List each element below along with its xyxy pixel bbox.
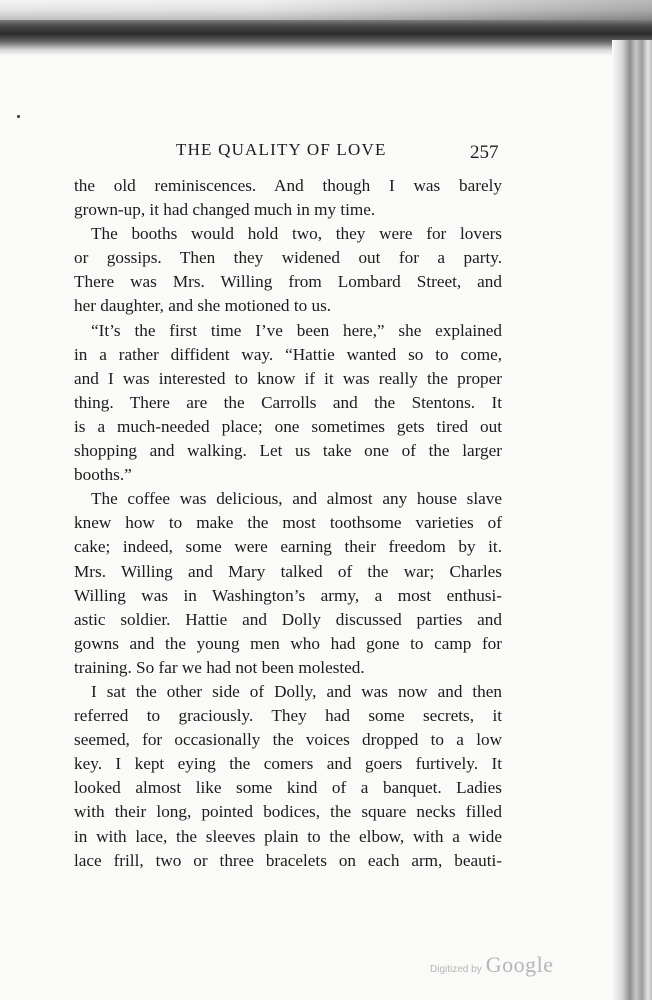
- digitized-by-watermark: [430, 952, 553, 978]
- text-line: cake; indeed, some were earning their freedom by it.: [74, 537, 502, 557]
- text-line: her daughter, and she motioned to us.: [74, 296, 332, 316]
- text-line: is a much-needed place; one sometimes gets tired out: [74, 416, 502, 436]
- text-line: Mrs. Willing and Mary talked of the war; Charles: [74, 561, 502, 581]
- page-number: 257: [470, 142, 499, 163]
- text-line: training. So far we had not been molested.: [74, 657, 365, 677]
- text-line: lace frill, two or three bracelets on each arm, beauti-: [74, 850, 502, 870]
- text-line: referred to graciously. They had some secrets, it: [74, 706, 502, 726]
- text-line: the old reminiscences. And though I was barely: [74, 176, 502, 195]
- text-line: or gossips. Then they widened out for a party.: [74, 248, 502, 268]
- text-line: astic soldier. Hattie and Dolly discussed parties and: [74, 609, 502, 629]
- text-line: “It’s the first time I’ve been here,” she explained: [91, 320, 502, 340]
- text-line: knew how to make the most toothsome varieties of: [74, 513, 502, 533]
- google-brand: Google: [485, 952, 554, 977]
- text-line: booths.”: [74, 465, 132, 485]
- text-line: I sat the other side of Dolly, and was now and then: [91, 681, 502, 701]
- scan-speck: [17, 115, 20, 118]
- text-line: key. I kept eying the comers and goers furtively. It: [74, 754, 502, 774]
- text-line: and I was interested to know if it was really the proper: [74, 368, 502, 388]
- text-line: Willing was in Washington’s army, a most enthusi-: [74, 585, 502, 605]
- text-line: with their long, pointed bodices, the square necks filled: [74, 802, 502, 822]
- scan-top-edge: [0, 0, 652, 56]
- text-line: The booths would hold two, they were for lovers: [91, 224, 502, 244]
- digitized-label: Digitized by: [430, 964, 482, 975]
- text-line: grown-up, it had changed much in my time.: [74, 200, 376, 220]
- text-line: shopping and walking. Let us take one of the larger: [74, 441, 502, 461]
- text-line: in a rather diffident way. “Hattie wanted so to come,: [74, 344, 502, 364]
- body-text: [74, 174, 502, 873]
- text-line: looked almost like some kind of a banquet. Ladies: [74, 778, 502, 798]
- text-line: There was Mrs. Willing from Lombard Street, and: [74, 272, 502, 292]
- book-binding-edge: [612, 40, 652, 1000]
- text-line: seemed, for occasionally the voices dropped to a low: [74, 730, 502, 750]
- running-title: THE QUALITY OF LOVE: [176, 140, 387, 159]
- text-line: in with lace, the sleeves plain to the elbow, with a wide: [74, 826, 502, 846]
- text-line: gowns and the young men who had gone to camp for: [74, 633, 502, 653]
- text-line: thing. There are the Carrolls and the Stentons. It: [74, 392, 502, 412]
- text-line: The coffee was delicious, and almost any house slave: [91, 489, 502, 509]
